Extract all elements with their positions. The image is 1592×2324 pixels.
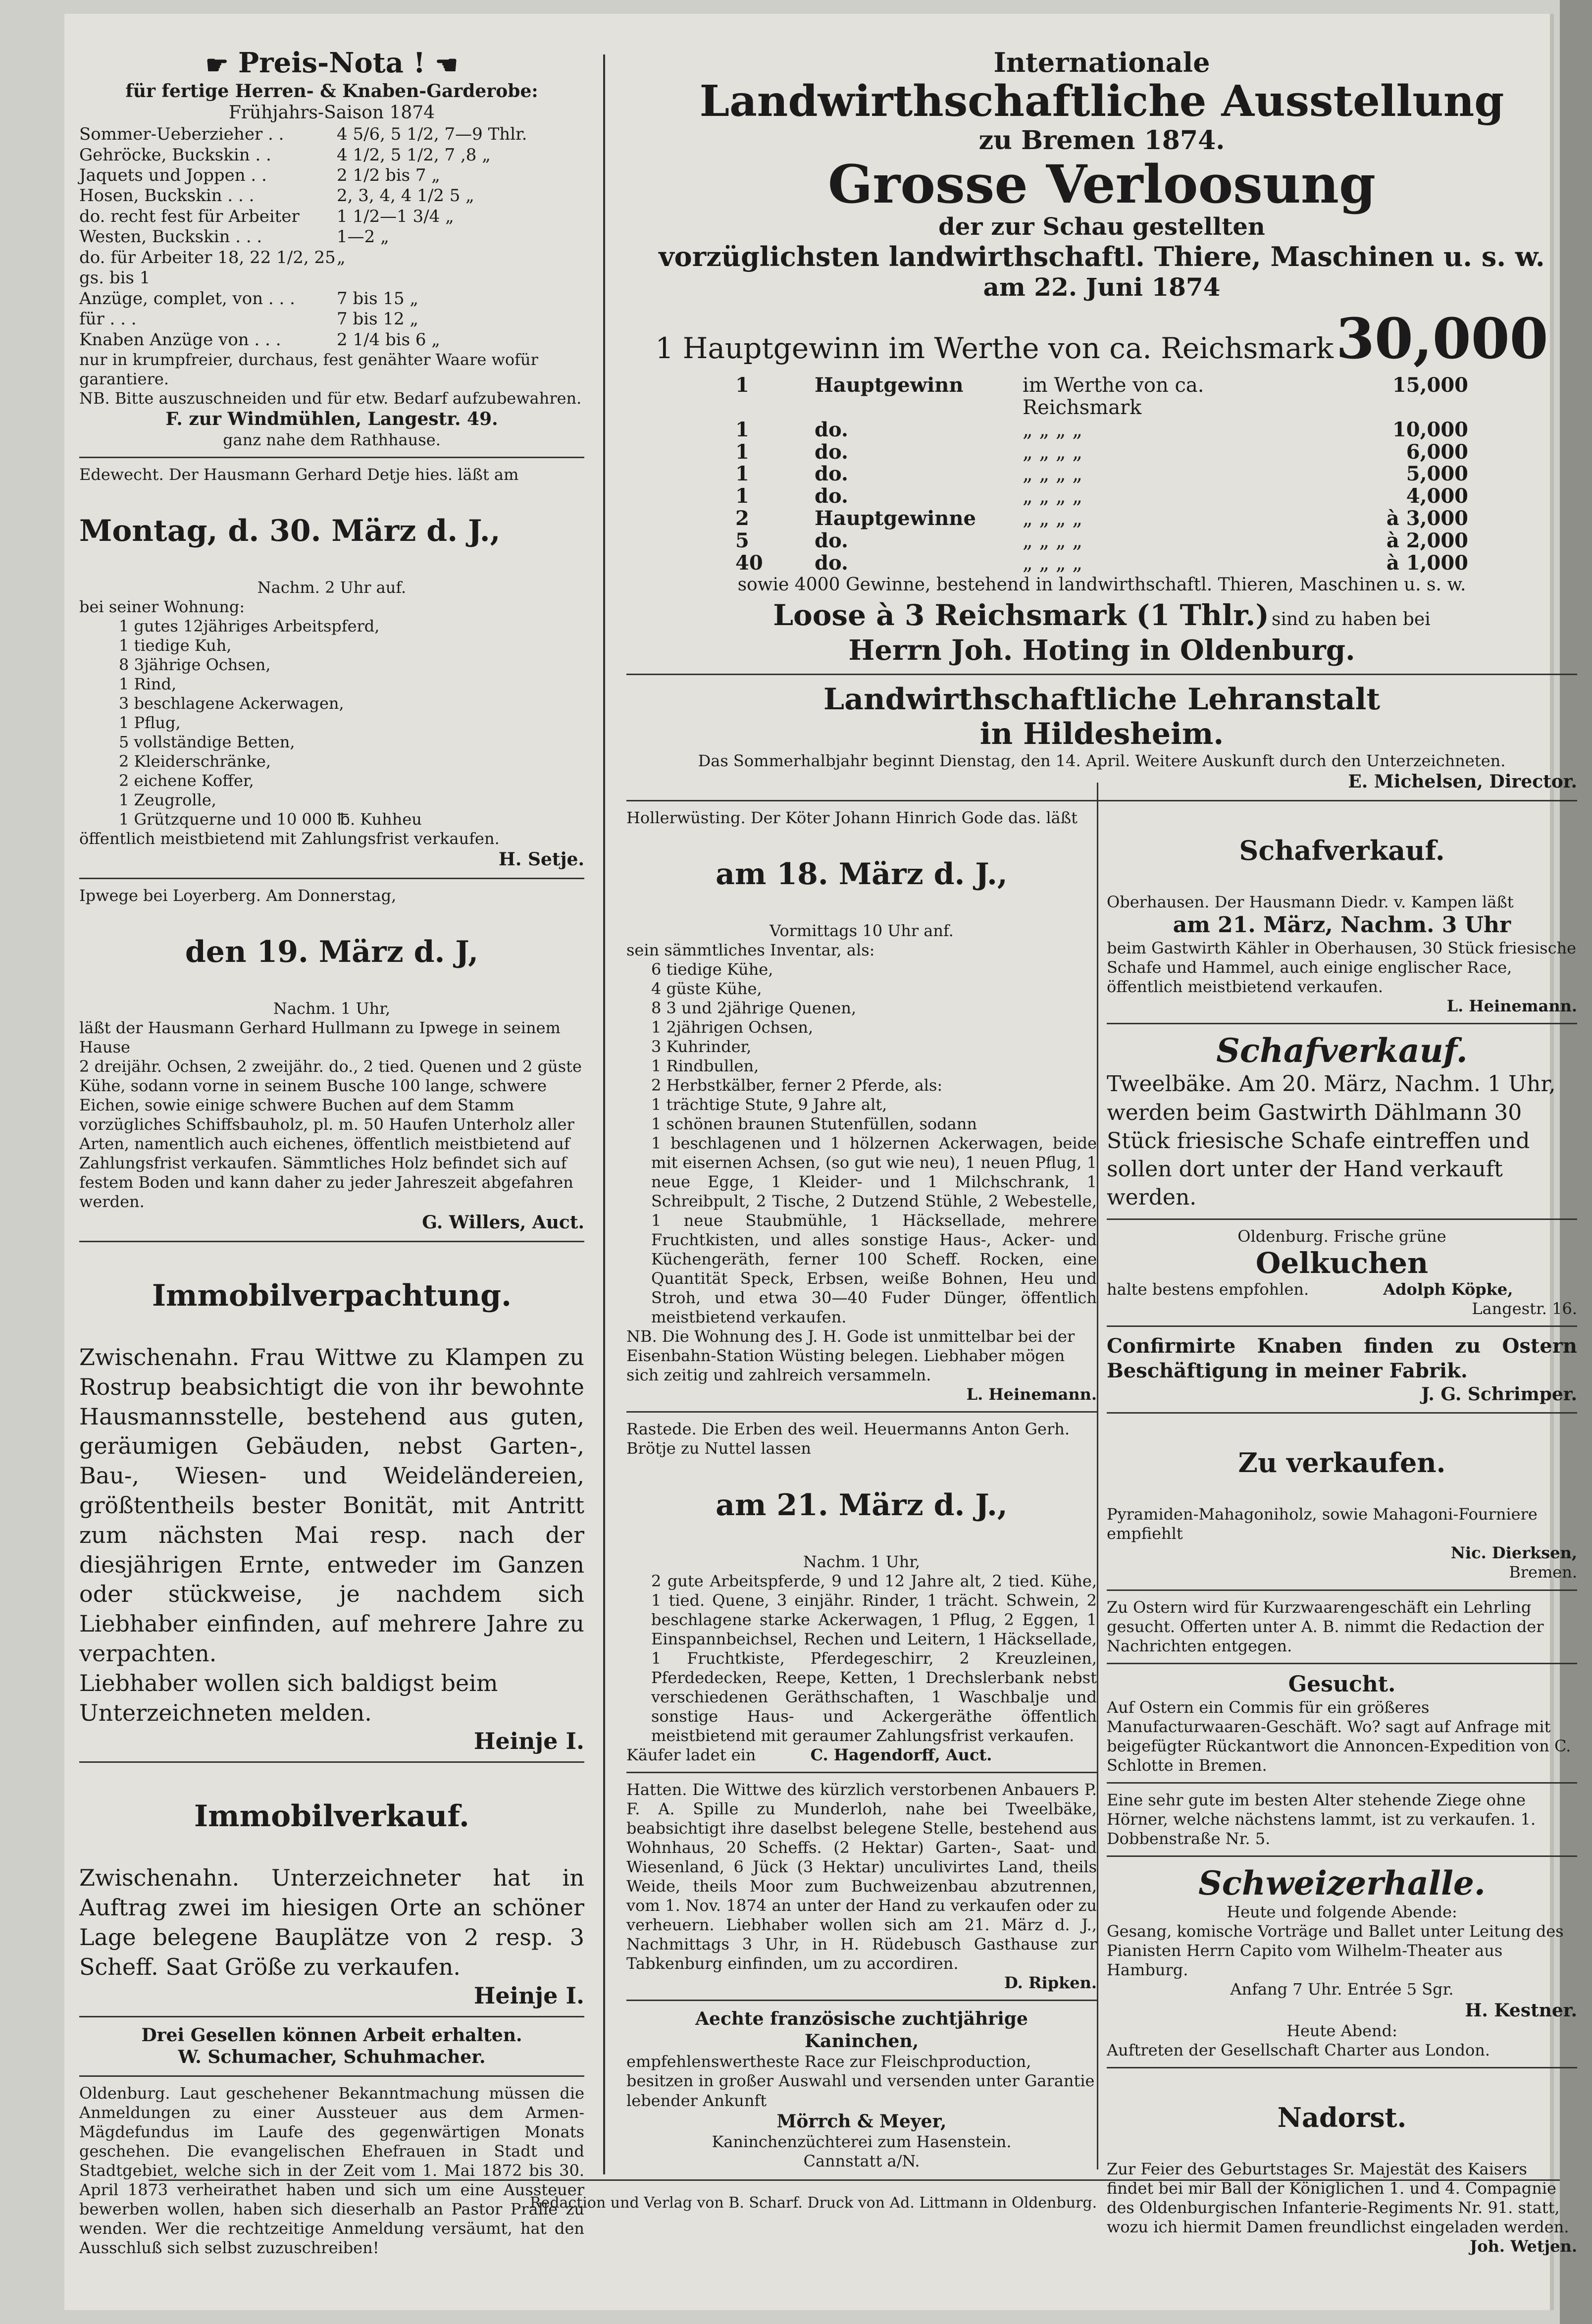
oldenburg-text: Oldenburg. Laut geschehener Bekanntmachung müssen die Anmeldungen zu einer Aussteuer aus dem Armen-Mägdefundus im Laufe des gegenwärtigen Monats geschehen. Die evangelischen Ehefrauen in Stadt und Stadtgebiet, welche sich in der Zeit vom 1. Mai 1872 bis 30. April 1873 verheirathet haben und sich um eine Aussteuer bewerben wollen, haben sich dieserhalb an Pastor Pralle zu wenden. Wer die rechtzeitige Anmeldung versäumt, hat den Ausschluß sich selbst zuzuschreiben! <box>79 2083 584 2258</box>
price-value: 2 1/2 bis 7 „ <box>337 165 440 186</box>
price-value: 4 1/2, 5 1/2, 7 ,8 „ <box>337 145 491 165</box>
prize-amount: 4,000 <box>1406 484 1468 508</box>
ipwege-date: den 19. März d. J, <box>185 935 479 970</box>
oelkuchen-sign: Adolph Köpke, <box>1383 1280 1513 1299</box>
rastede-text: 2 gute Arbeitspferde, 9 und 12 Jahre alt, 2 tied. Kühe, 1 tied. Quene, 3 einjähr. Rinder, 1 trächt. Schwein, 2 beschlagene starke Ackerwagen, 1 Pflug, 2 Eggen, 1 Einspannbeichsel, Rechen und Leitern, 1 Häcksellade, 1 Fruchtkiste, Pferdegeschirr, 2 Kreuzleinen, Pferdedecken, Reepe, Ketten, 1 Drechslerbank nebst verschiedenen Geräthschaften, 1 Waschbalje und sonstige Haus- und Ackergeräthe öffentlich meistbietend mit geraumer Zahlungsfrist verkaufen. <box>651 1571 1097 1745</box>
divider <box>1107 1855 1577 1857</box>
list-item: 2 Kleiderschränke, <box>119 752 271 771</box>
prize-desc: „ „ „ „ <box>1023 507 1083 530</box>
gesucht-text: Auf Ostern ein Commis für ein größeres Manufacturwaaren-Geschäft. Wo? sagt auf Anfrage mit beigefügter Rückantwort die Annoncen-Expedition von C. Schlotte in Bremen. <box>1107 1698 1571 1775</box>
hollerwuest-ad <box>626 806 1097 1407</box>
price-row <box>79 186 584 206</box>
ipwege-sign: G. Willers, Auct. <box>422 1212 584 1233</box>
divider <box>79 457 584 458</box>
price-list <box>79 124 584 350</box>
price-row <box>79 165 584 186</box>
prize-count: 1 <box>735 484 749 508</box>
prize-row <box>735 485 1468 508</box>
hatten-sign: D. Ripken. <box>1004 1973 1097 1993</box>
prize-desc: im Werthe von ca. Reichsmark <box>1023 374 1204 419</box>
ipwege-ad <box>79 884 584 1236</box>
verkauf-sign2: Bremen. <box>1509 1563 1577 1582</box>
ipwege-lead: Ipwege bei Loyerberg. Am Donnerstag, <box>79 886 397 905</box>
schweizer-text1: Heute und folgende Abende: <box>1227 1902 1457 1922</box>
kaninchen-sign2: Kaninchenzüchterei zum Hasenstein. <box>712 2132 1012 2152</box>
divider <box>1107 1412 1577 1414</box>
lehranstalt-text: Das Sommerhalbjahr beginnt Dienstag, den 14. April. Weitere Auskunft durch den Unterzeichneten. <box>698 751 1506 770</box>
list-item: 1 Rindbullen, <box>651 1056 759 1075</box>
price-item: für . . . <box>79 309 137 329</box>
edewecht-lead: Edewecht. Der Hausmann Gerhard Detje hies. läßt am <box>79 465 519 484</box>
lehranstalt-line1: Landwirthschaftliche Lehranstalt <box>823 682 1381 717</box>
kaninchen-text: empfehlenswertheste Race zur Fleischproduction, besitzen in großer Auswahl und versenden unter Garantie lebender Ankunft <box>626 2052 1095 2110</box>
divider <box>1107 1218 1577 1220</box>
prize-label: do. <box>815 462 848 486</box>
list-item: 1 Grützquerne und 10 000 ℔. Kuhheu <box>119 810 422 829</box>
expo-main-row <box>626 307 1577 371</box>
immoverpacht-text: Zwischenahn. Frau Wittwe zu Klampen zu Rostrup beabsichtigt die von ihr bewohnte Hausmannsstelle, bestehend aus guten, geräumigen Gebäuden, nebst Garten-, Bau-, Wiesen- und Weideländereien, größtentheils bester Bonität, mit Antritt zum nächsten Mai resp. nach der diesjährigen Ernte, entweder im Ganzen oder stückweise, je nachdem sich Liebhaber einfinden, auf mehrere Jahre zu verpachten. <box>79 1344 584 1667</box>
hollerwuest-intro: sein sämmtliches Inventar, als: <box>626 940 875 959</box>
prize-amount: à 3,000 <box>1386 506 1468 530</box>
list-item: 2 Herbstkälber, ferner 2 Pferde, als: <box>651 1075 943 1095</box>
expo-ad <box>626 45 1577 669</box>
immoverpacht-title: Immobilverpachtung. <box>152 1278 512 1314</box>
divider <box>626 1772 1097 1773</box>
divider <box>626 800 1577 801</box>
list-item: 8 3jährige Ochsen, <box>119 655 271 675</box>
prize-row <box>735 508 1468 530</box>
divider <box>1107 1325 1577 1327</box>
rastede-date: am 21. März d. J., <box>716 1487 1008 1523</box>
expo-loose-row <box>626 598 1577 632</box>
prize-amount: 15,000 <box>1392 373 1468 397</box>
price-item: do. für Arbeiter 18, 22 1/2, 25 gs. bis 1 <box>79 247 336 288</box>
expo-line6: vorzüglichsten landwirthschaftl. Thiere, Maschinen u. s. w. <box>659 241 1545 273</box>
prize-row <box>735 552 1468 575</box>
oelkuchen-title: Oelkuchen <box>1255 1246 1429 1280</box>
prize-count: 1 <box>735 418 749 441</box>
verkauf-text: Pyramiden-Mahagoniholz, sowie Mahagoni-Fourniere empfiehlt <box>1107 1505 1538 1543</box>
price-value: 2 1/4 bis 6 „ <box>337 329 440 350</box>
prize-count: 1 <box>735 440 749 464</box>
expo-sowie: sowie 4000 Gewinne, bestehend in landwirthschaftl. Thieren, Maschinen u. s. w. <box>737 575 1466 595</box>
gesellen-line1: Drei Gesellen können Arbeit erhalten. <box>141 2024 522 2046</box>
lehrling-ad <box>1107 1596 1577 1658</box>
rastede-time: Nachm. 1 Uhr, <box>803 1552 921 1571</box>
prize-desc: „ „ „ „ <box>1023 440 1083 464</box>
schaf1-title: Schafverkauf. <box>1239 834 1445 866</box>
edewecht-ad <box>79 463 584 873</box>
schaf1-sign: L. Heinemann. <box>1446 997 1577 1016</box>
divider <box>1107 1023 1577 1024</box>
kaninchen-sign: Mörrch & Meyer, <box>776 2111 947 2132</box>
expo-main-prefix: 1 Hauptgewinn im Werthe von ca. Reichsmark <box>655 331 1334 366</box>
expo-line4: Grosse Verloosung <box>827 153 1376 215</box>
confirm-text: Confirmirte Knaben finden zu Ostern Beschäftigung in meiner Fabrik. <box>1107 1334 1577 1383</box>
schweizer-ad <box>1107 1862 1577 2062</box>
prize-row <box>735 374 1468 419</box>
schaf1-date: am 21. März, Nachm. 3 Uhr <box>1173 912 1511 938</box>
preisnota-subtitle: für fertige Herren- & Knaben-Garderobe: <box>125 80 538 102</box>
prize-desc: „ „ „ „ <box>1023 551 1083 575</box>
hollerwuest-sign: L. Heinemann. <box>966 1385 1097 1404</box>
footer-imprint: Redaction und Verlag von B. Scharf. Druck von Ad. Littmann in Oldenburg. <box>530 2194 1097 2212</box>
immoverpacht-text2: Liebhaber wollen sich baldigst beim Unterzeichneten melden. <box>79 1669 498 1726</box>
immoverkauf-title: Immobilverkauf. <box>194 1799 469 1834</box>
edewecht-close: öffentlich meistbietend mit Zahlungsfrist verkaufen. <box>79 829 500 848</box>
edewecht-items <box>79 617 584 829</box>
oelkuchen-ad <box>1107 1225 1577 1320</box>
price-item: Hosen, Buckskin . . . <box>79 186 255 206</box>
expo-line3: zu Bremen 1874. <box>978 125 1225 156</box>
immoverpacht-ad <box>79 1247 584 1756</box>
lehrling-text: Zu Ostern wird für Kurzwaarengeschäft ein Lehrling gesucht. Offerten unter A. B. nimmt die Redaction der Nachrichten entgegen. <box>1107 1597 1544 1655</box>
divider <box>1107 1782 1577 1784</box>
price-row <box>79 124 584 145</box>
divider <box>626 2000 1097 2001</box>
schweizer-sign: H. Kestner. <box>1465 2000 1577 2021</box>
prize-label: do. <box>815 484 848 508</box>
lehranstalt-ad <box>626 680 1577 795</box>
preisnota-title: Preis-Nota ! <box>238 47 426 79</box>
hollerwuest-items <box>626 960 1097 1134</box>
list-item: 6 tiedige Kühe, <box>651 959 773 979</box>
preisnota-sign: F. zur Windmühlen, Langestr. 49. <box>165 409 498 430</box>
expo-line7: am 22. Juni 1874 <box>983 272 1221 302</box>
hollerwuest-nb: NB. Die Wohnung des J. H. Gode ist unmittelbar bei der Eisenbahn-Station Wüsting belegen. Liebhaber mögen sich zeitig und zahlreich versammeln. <box>626 1327 1075 1385</box>
list-item: 3 beschlagene Ackerwagen, <box>119 694 344 713</box>
prize-amount: 5,000 <box>1406 462 1468 486</box>
gesellen-line2: W. Schumacher, Schuhmacher. <box>178 2047 486 2068</box>
price-value: 4 5/6, 5 1/2, 7—9 Thlr. <box>337 124 527 145</box>
divider <box>79 2016 584 2017</box>
price-item: Gehröcke, Buckskin . . <box>79 145 271 165</box>
schaf1-text2: beim Gastwirth Kähler in Oberhausen, 30 Stück friesische Schafe und Hammel, auch einige englischer Race, öffentlich meistbietend verkaufen. <box>1107 939 1577 997</box>
price-row <box>79 207 584 227</box>
schweizer-text2: Gesang, komische Vorträge und Ballet unter Leitung des Pianisten Herrn Capito vom Wilhelm-Theater aus Hamburg. <box>1107 1922 1564 1980</box>
price-item: Knaben Anzüge von . . . <box>79 329 281 350</box>
preisnota-note: nur in krumpfreier, durchaus, fest genähter Waare wofür garantiere. <box>79 350 538 389</box>
oelkuchen-row <box>1107 1280 1577 1299</box>
kaninchen-title: Aechte französische zuchtjährige <box>695 2008 1028 2030</box>
price-item: Jaquets und Joppen . . <box>79 165 267 186</box>
price-row <box>79 309 584 329</box>
verkauf-ad <box>1107 1419 1577 1584</box>
edewecht-time: Nachm. 2 Uhr auf. <box>257 578 407 597</box>
edewecht-sign: H. Setje. <box>498 849 584 870</box>
footer-rule <box>149 2179 1560 2181</box>
hollerwuest-text: 1 beschlagenen und 1 hölzernen Ackerwagen, beide mit eisernen Achsen, (so gut wie neu), 1 neuen Pflug, 1 neue Egge, 1 Kleider- und 1 Milchschrank, 1 Schreibpult, 2 Tische, 2 Dutzend Stühle, 2 Webestelle, 1 neue Staubmühle, 1 Häcksellade, mehrere Fruchtkisten, und alles sonstige Haus-, Acker- und Küchengeräth, ferner 100 Scheff. Rocken, eine Quantität Speck, Erbsen, weiße Bohnen, Heu und Stroh, und etwa 30—40 Fuder Dünger, öffentlich meistbietend verkaufen. <box>651 1134 1097 1327</box>
prize-count: 1 <box>735 462 749 486</box>
gesucht-ad <box>1107 1669 1577 1778</box>
rastede-ad <box>626 1418 1097 1766</box>
hollerwuest-lead: Hollerwüsting. Der Köter Johann Hinrich Gode das. läßt <box>626 808 1078 827</box>
list-item: 1 Zeugrolle, <box>119 791 216 810</box>
oelkuchen-text: halte bestens empfohlen. <box>1107 1280 1309 1299</box>
price-row <box>79 248 584 289</box>
expo-line2: Landwirthschaftliche Ausstellung <box>699 76 1504 126</box>
kaninchen-sign3: Cannstatt a/N. <box>803 2152 920 2171</box>
oldenburg-ad <box>79 2082 584 2260</box>
confirm-ad <box>1107 1332 1577 1407</box>
edewecht-date: Montag, d. 30. März d. J., <box>79 514 501 549</box>
column-divider <box>603 54 605 2174</box>
nadorst-sign: Joh. Wetjen. <box>1470 2237 1577 2256</box>
gesucht-title: Gesucht. <box>1288 1671 1396 1697</box>
ipwege-text2: 2 dreijähr. Ochsen, 2 zweijähr. do., 2 tied. Quenen und 2 güste Kühe, sodann vorne in seinem Busche 100 lange, schwere Eichen, sowie einige schwere Buchen auf dem Stamm vorzügliches Schiffsbauholz, pl. m. 50 Haufen Unterholz aller Arten, namentlich auch eichenes, öffentlich meistbietend auf Zahlungsfrist verkaufen. Sämmtliches Holz befindet sich auf festem Boden und kann daher zu jeder Jahreszeit abgefahren werden. <box>79 1057 582 1212</box>
price-item: Sommer-Ueberzieher . . <box>79 124 284 145</box>
price-value: 2, 3, 4, 4 1/2 5 „ <box>337 186 474 206</box>
schweizer-text4: Heute Abend: <box>1286 2021 1397 2041</box>
prize-count: 1 <box>735 373 749 397</box>
price-row <box>79 330 584 350</box>
price-value: „ <box>337 247 346 267</box>
divider <box>79 1241 584 1242</box>
prize-row <box>735 530 1468 552</box>
rastede-sign: C. Hagendorff, Auct. <box>810 1745 992 1764</box>
price-value: 7 bis 15 „ <box>337 288 419 309</box>
gesellen-ad <box>79 2022 584 2070</box>
lehranstalt-line2: in Hildesheim. <box>979 716 1224 751</box>
prize-desc: „ „ „ „ <box>1023 485 1083 508</box>
prize-amount: à 1,000 <box>1386 551 1468 575</box>
prize-label: do. <box>815 418 848 441</box>
divider <box>79 1761 584 1763</box>
price-value: 1 1/2—1 3/4 „ <box>337 206 454 226</box>
preisnota-sign2: ganz nahe dem Rathhause. <box>223 430 441 449</box>
price-value: 1—2 „ <box>337 227 389 247</box>
lehranstalt-sign: E. Michelsen, Director. <box>1348 771 1577 792</box>
divider <box>1107 2067 1577 2068</box>
prize-count: 2 <box>735 506 749 530</box>
prize-desc: „ „ „ „ <box>1023 529 1083 552</box>
kaninchen-ad <box>626 2006 1097 2173</box>
hatten-ad <box>626 1778 1097 1995</box>
price-row <box>79 289 584 309</box>
pointing-hand-right-icon: ☛ <box>205 50 229 80</box>
price-value: 7 bis 12 „ <box>337 309 419 329</box>
rastede-sign-row <box>626 1745 1097 1765</box>
ziege-text: Eine sehr gute im besten Alter stehende Ziege ohne Hörner, welche nächstens lammt, ist zu verkaufen. 1. Dobbenstraße Nr. 5. <box>1107 1791 1536 1849</box>
prize-count: 40 <box>735 551 763 575</box>
hollerwuest-time: Vormittags 10 Uhr anf. <box>770 921 954 940</box>
nadorst-title: Nadorst. <box>1277 2102 1407 2134</box>
lower-columns <box>626 806 1577 2259</box>
lower-left-column <box>626 806 1097 2259</box>
prize-amount: 6,000 <box>1406 440 1468 464</box>
divider <box>1107 1589 1577 1591</box>
list-item: 2 eichene Koffer, <box>119 771 254 791</box>
confirm-sign: J. G. Schrimper. <box>1421 1383 1577 1405</box>
schaf1-ad <box>1107 806 1577 1018</box>
schaf2-title: Schafverkauf. <box>1216 1031 1468 1070</box>
ziege-ad <box>1107 1789 1577 1850</box>
schweizer-text3: Anfang 7 Uhr. Entrée 5 Sgr. <box>1230 1980 1454 1999</box>
immoverkauf-text: Zwischenahn. Unterzeichneter hat in Auftrag zwei im hiesigen Orte an schöner Lage belegene Bauplätze von 2 resp. 3 Scheff. Saat Größe zu verkaufen. <box>79 1864 584 1980</box>
prize-label: do. <box>815 440 848 464</box>
expo-line1: Internationale <box>993 47 1210 78</box>
schaf1-text1: Oberhausen. Der Hausmann Diedr. v. Kampen läßt <box>1107 892 1514 911</box>
list-item: 5 vollständige Betten, <box>119 733 295 752</box>
divider <box>1107 1663 1577 1664</box>
immoverkauf-ad <box>79 1768 584 2010</box>
expo-main-value: 30,000 <box>1335 307 1548 372</box>
list-item: 1 2jährigen Ochsen, <box>651 1017 814 1037</box>
rastede-lead: Rastede. Die Erben des weil. Heuermanns Anton Gerh. Brötje zu Nuttel lassen <box>626 1420 1070 1458</box>
prize-row <box>735 441 1468 464</box>
prize-list <box>735 374 1468 574</box>
hatten-text: Hatten. Die Wittwe des kürzlich verstorbenen Anbauers P. F. A. Spille zu Munderloh, nahe bei Tweelbäke, beabsichtigt ihre daselbst belegene Stelle, bestehend aus Wohnhaus, 20 Scheffs. (2 Hektar) Garten-, Saat- und Wiesenland, 6 Jück (3 Hektar) unculivirtes Land, theils Weide, theils Moor zum Buchweizenbau abzutrennen, vom 1. Nov. 1874 an unter der Hand zu verkaufen oder zu verheuern. Liebhaber wollen sich am 21. März d. J., Nachmittags 3 Uhr, in H. Rüdebusch Gasthause zur Tabkenburg einfinden, um zu accordiren. <box>626 1780 1097 1973</box>
kaninchen-title2: Kaninchen, <box>804 2030 919 2052</box>
oelkuchen-lead: Oldenburg. Frische grüne <box>1237 1227 1446 1246</box>
price-row <box>79 145 584 165</box>
right-section <box>626 45 1592 2258</box>
expo-line5: der zur Schau gestellten <box>938 213 1265 241</box>
immoverpacht-sign: Heinje I. <box>473 1728 584 1755</box>
preisnota-title-row <box>79 47 584 80</box>
expo-loose: Loose à 3 Reichsmark (1 Thlr.) <box>773 598 1269 632</box>
price-item: do. recht fest für Arbeiter <box>79 206 300 226</box>
list-item: 1 trächtige Stute, 9 Jahre alt, <box>651 1095 887 1114</box>
ipwege-time: Nachm. 1 Uhr, <box>273 999 391 1018</box>
price-item: Anzüge, complet, von . . . <box>79 288 295 309</box>
prize-count: 5 <box>735 528 749 552</box>
nadorst-ad <box>1107 2073 1577 2258</box>
price-item: Westen, Buckskin . . . <box>79 227 262 247</box>
list-item: 8 3 und 2jährige Quenen, <box>651 998 857 1017</box>
schaf2-ad <box>1107 1029 1577 1214</box>
list-item: 1 schönen braunen Stutenfüllen, sodann <box>651 1114 977 1133</box>
schaf2-text: Tweelbäke. Am 20. März, Nachm. 1 Uhr, werden beim Gastwirth Dählmann 30 Stück friesische Schafe eintreffen und sollen dort unter der Hand verkauft werden. <box>1107 1071 1556 1211</box>
nadorst-text: Zur Feier des Geburtstages Sr. Majestät des Kaisers findet bei mir Ball der Königlichen 1. und 4. Compagnie des Oldenburgischen Infanterie-Regiments Nr. 91. statt, wozu ich hiermit Damen freundlichst eingeladen werden. <box>1107 2160 1569 2237</box>
divider <box>79 2075 584 2077</box>
list-item: 4 güste Kühe, <box>651 979 762 998</box>
preisnota-season: Frühjahrs-Saison 1874 <box>228 103 435 123</box>
edewecht-intro: bei seiner Wohnung: <box>79 597 245 617</box>
lower-right-column <box>1107 806 1577 2259</box>
immoverkauf-sign: Heinje I. <box>473 1982 584 2009</box>
prize-label: Hauptgewinne <box>815 506 976 530</box>
left-column <box>79 45 584 2260</box>
divider <box>626 674 1577 675</box>
expo-herr: Herrn Joh. Hoting in Oldenburg. <box>848 634 1355 667</box>
verkauf-sign: Nic. Dierksen, <box>1450 1543 1577 1563</box>
pointing-hand-left-icon: ☚ <box>435 50 459 80</box>
verkauf-title: Zu verkaufen. <box>1238 1447 1446 1479</box>
rastede-sign-prefix: Käufer ladet ein <box>626 1745 756 1764</box>
schweizer-text5: Auftreten der Gesellschaft Charter aus London. <box>1107 2041 1490 2060</box>
divider <box>626 1411 1097 1413</box>
price-row <box>79 227 584 247</box>
oelkuchen-sign2: Langestr. 16. <box>1472 1299 1577 1319</box>
prize-label: do. <box>815 528 848 552</box>
list-item: 1 Rind, <box>119 675 177 694</box>
expo-loose-tail: sind zu haben bei <box>1271 609 1431 630</box>
prize-desc: „ „ „ „ <box>1023 418 1083 441</box>
preisnota-nb: NB. Bitte auszuschneiden und für etw. Bedarf aufzubewahren. <box>79 389 582 408</box>
prize-amount: 10,000 <box>1392 418 1468 441</box>
prize-row <box>735 419 1468 441</box>
hollerwuest-date: am 18. März d. J., <box>716 856 1008 892</box>
prize-label: do. <box>815 551 848 575</box>
schweizer-title: Schweizerhalle. <box>1198 1864 1486 1903</box>
list-item: 1 tiedige Kuh, <box>119 636 232 655</box>
prize-amount: à 2,000 <box>1386 528 1468 552</box>
prize-label: Hauptgewinn <box>815 373 964 397</box>
list-item: 1 gutes 12jähriges Arbeitspferd, <box>119 617 380 636</box>
list-item: 1 Pflug, <box>119 713 181 733</box>
list-item: 3 Kuhrinder, <box>651 1037 752 1056</box>
preisnota-ad <box>79 45 584 452</box>
prize-row <box>735 463 1468 485</box>
prize-desc: „ „ „ „ <box>1023 463 1083 486</box>
ipwege-text1: läßt der Hausmann Gerhard Hullmann zu Ipwege in seinem Hause <box>79 1018 561 1057</box>
divider <box>79 878 584 879</box>
